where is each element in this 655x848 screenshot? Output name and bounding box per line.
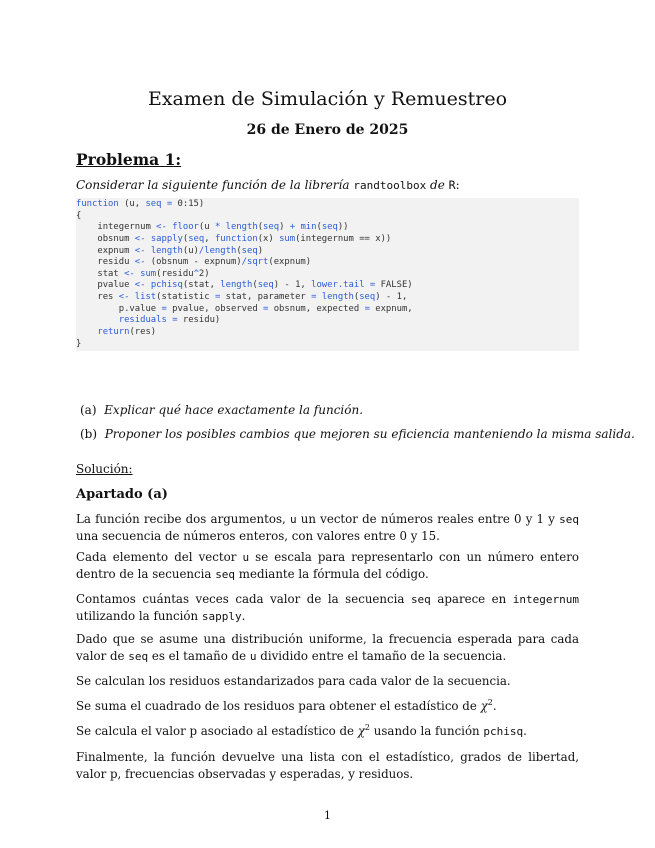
code-listing bbox=[76, 199, 413, 350]
code-line: integernum <- floor(u * length(seq) + min(seq)) bbox=[76, 222, 349, 233]
code-line: { bbox=[76, 210, 82, 221]
page-number: 1 bbox=[324, 809, 331, 822]
code-line: stat <- sum(residu^2) bbox=[76, 268, 210, 279]
code-block bbox=[76, 198, 579, 351]
code-line: } bbox=[76, 338, 82, 349]
code-line: function (u, seq = 0:15) bbox=[76, 199, 205, 209]
solution-label: Solución: bbox=[76, 462, 133, 476]
code-line: expnum <- length(u)/length(seq) bbox=[76, 245, 264, 256]
paragraph: Se suma el cuadrado de los residuos para obtener el estadístico de $\chi^2$. bbox=[76, 698, 497, 713]
paragraph: Se calculan los residuos estandarizados para cada valor de la secuencia. bbox=[76, 674, 511, 688]
paragraph: La función recibe dos argumentos, u un vector de números reales entre 0 y 1 y seq una secuencia de números enteros, con valores entre 0 y 15. bbox=[76, 512, 579, 543]
question-a: (a) Explicar qué hace exactamente la función. bbox=[80, 403, 364, 417]
code-line: return(res) bbox=[97, 326, 157, 337]
problem-heading: Problema 1: bbox=[76, 150, 182, 169]
code-line: p.value = pvalue, observed = obsnum, expected = expnum, bbox=[76, 303, 413, 314]
paragraph: Se calcula el valor p asociado al estadístico de $\chi^2$ usando la función pchisq. bbox=[76, 723, 527, 738]
question-b: (b) Proponer los posibles cambios que mejoren su eficiencia manteniendo la misma salida. bbox=[80, 427, 635, 441]
code-line: obsnum <- sapply(seq, function(x) sum(integernum == x)) bbox=[76, 233, 392, 244]
problem-intro: Considerar la siguiente función de la librería randtoolbox de R: bbox=[76, 178, 460, 192]
code-line: res <- list(statistic = stat, parameter = length(seq) - 1, bbox=[76, 292, 408, 302]
exam-date: 26 de Enero de 2025 bbox=[246, 122, 409, 138]
code-line: pvalue <- pchisq(stat, length(seq) - 1, lower.tail = FALSE) bbox=[76, 280, 413, 291]
paragraph: Dado que se asume una distribución uniforme, la frecuencia esperada para cada valor de seq es el tamaño de u dividido entre el tamaño de la secuencia. bbox=[76, 632, 579, 663]
paragraph: Finalmente, la función devuelve una lista con el estadístico, grados de libertad, valor p, frecuencias observadas y esperadas, y residuos. bbox=[76, 750, 579, 781]
code-line: residu <- (obsnum - expnum)/sqrt(expnum) bbox=[76, 257, 312, 268]
paragraph: Cada elemento del vector u se escala para representarlo con un número entero dentro de la secuencia seq mediante la fórmula del código. bbox=[76, 550, 580, 581]
paragraph: Contamos cuántas veces cada valor de la secuencia seq aparece en integernum utilizando la función sapply. bbox=[76, 592, 579, 623]
code-line: residuals = residu) bbox=[118, 315, 221, 326]
section-heading: Apartado (a) bbox=[76, 487, 168, 502]
document-title: Examen de Simulación y Remuestreo bbox=[147, 88, 508, 110]
